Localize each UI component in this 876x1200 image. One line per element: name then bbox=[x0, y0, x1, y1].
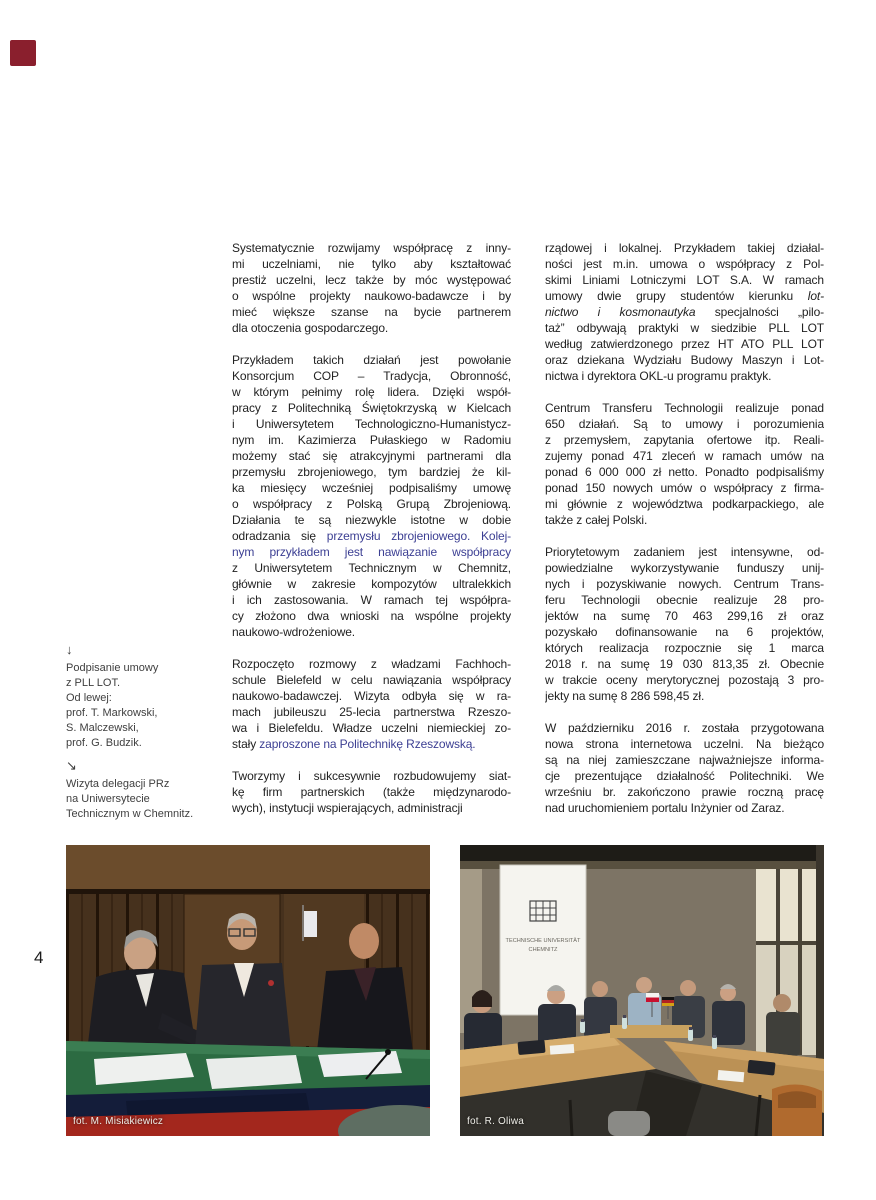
caption-line: Wizyta delegacji PRz bbox=[66, 778, 170, 790]
text-line: mi głównie z województwa podkarpackiego, ale bbox=[545, 497, 824, 511]
paragraph bbox=[232, 240, 511, 336]
text-line: Rozpoczęto rozmowy z władzami Fachhoch- bbox=[232, 657, 511, 671]
caption-lines bbox=[66, 661, 236, 751]
text-line: powiedzialne wykorzystywanie funduszy unij- bbox=[545, 561, 824, 575]
photo-signing-pll-lot bbox=[66, 845, 430, 1136]
caption-line: Technicznym w Chemnitz. bbox=[66, 808, 194, 820]
text-line: ponad 6 000 000 zł netto. Ponadto podpisaliśmy bbox=[545, 465, 824, 479]
text-line: umowy dwie grupy studentów kierunku lot- bbox=[545, 289, 824, 303]
text-line: głównie w zakresie kompozytów ultralekkich bbox=[232, 577, 511, 591]
text-line: nictwa i dyrektora OKL-u programu praktyk. bbox=[545, 369, 772, 383]
text-line: Centrum Transferu Technologii realizuje ponad bbox=[545, 401, 824, 415]
text-line: Przykładem takich działań jest powołanie bbox=[232, 353, 511, 367]
caption-line: Od lewej: bbox=[66, 692, 112, 704]
text-line: nych i pozyskiwanie nowych. Centrum Trans- bbox=[545, 577, 824, 591]
text-line: jekty na sumę 8 286 598,45 zł. bbox=[545, 689, 705, 703]
text-line: o współpracy z Polską Grupą Zbrojeniową. bbox=[232, 497, 511, 511]
paragraph bbox=[232, 768, 511, 816]
text-line: z Uniwersytetem Technicznym w Chemnitz, bbox=[232, 561, 511, 575]
paragraph bbox=[545, 240, 824, 384]
caption-line: prof. T. Markowski, bbox=[66, 707, 158, 719]
text-line: W październiku 2016 r. została przygotowana bbox=[545, 721, 824, 735]
banner-text-line1: TECHNISCHE UNIVERSITÄT bbox=[505, 938, 581, 944]
text-line: feru Technologii obecnie realizuje 28 pro- bbox=[545, 593, 824, 607]
text-line: rządowej i lokalnej. Przykładem takiej działal- bbox=[545, 241, 824, 255]
text-line: pozyskało dofinansowanie na 6 projektów, bbox=[545, 625, 824, 639]
text-line: zujemy ponad 471 zleceń w ramach umów na bbox=[545, 449, 824, 463]
upper-wood-band bbox=[66, 845, 430, 891]
text-line: także z całej Polski. bbox=[545, 513, 648, 527]
corner-accent-square bbox=[10, 40, 36, 66]
text-line: Tworzymy i sukcesywnie rozbudowujemy siat- bbox=[232, 769, 511, 783]
banner-text-line2: CHEMNITZ bbox=[528, 947, 558, 953]
paragraph bbox=[545, 720, 824, 816]
text-line: ności jest m.in. umowa o współpracy z Pol- bbox=[545, 257, 824, 271]
page-number: 4 bbox=[34, 948, 44, 967]
gray-chair bbox=[608, 1111, 650, 1136]
text-line: nad uruchomieniem portalu Inżynier od Zaraz. bbox=[545, 801, 785, 815]
text-line: Działania te są niezwykle istotne w dobie bbox=[232, 513, 511, 527]
text-line: oraz dziekana Wydziału Budowy Maszyn i Lot- bbox=[545, 353, 824, 367]
paragraph bbox=[545, 400, 824, 528]
germany-flag bbox=[662, 997, 674, 1000]
white-flag bbox=[304, 911, 317, 937]
text-line: według zatwierdzonego przez HT ATO PLL LOT bbox=[545, 337, 824, 351]
caption-line: z PLL LOT. bbox=[66, 677, 121, 689]
paragraph bbox=[232, 656, 511, 752]
text-line: naukowo-wdrożeniowe. bbox=[232, 625, 356, 639]
text-line: nowa strona internetowa uczelni. Na bieżąco bbox=[545, 737, 824, 751]
article-column-1 bbox=[232, 240, 511, 832]
text-line: możemy stać się atrakcyjnymi partnerami dla bbox=[232, 449, 511, 463]
photo-chemnitz-meeting bbox=[460, 845, 824, 1136]
text-line: jektów na sumę 70 463 299,16 zł oraz bbox=[545, 609, 824, 623]
photo-right-scene bbox=[460, 845, 824, 1136]
caption-line: S. Malczewski, bbox=[66, 722, 139, 734]
text-line: mieć większe szanse na bycie partnerem bbox=[232, 305, 511, 319]
caption-line: Podpisanie umowy bbox=[66, 662, 159, 674]
text-line: których realizacja rozpocznie się 1 marca bbox=[545, 641, 824, 655]
text-line: mach jubileuszu 25-lecia partnerstwa Rzeszo- bbox=[232, 705, 511, 719]
text-line: prestiż uczelni, lecz także by móc występować bbox=[232, 273, 511, 287]
photo-credit: fot. M. Misiakiewicz bbox=[73, 1116, 164, 1127]
photo-caption-left bbox=[66, 642, 236, 751]
paragraph bbox=[232, 352, 511, 640]
text-line: z przemysłem, zapytania ofertowe itp. Reali- bbox=[545, 433, 824, 447]
down-right-arrow-icon: ↘ bbox=[66, 758, 77, 773]
text-line: przemysłu zbrojeniowego, tym bardziej że kil- bbox=[232, 465, 511, 479]
text-line: pracy z Politechniką Świętokrzyską w Kielcach bbox=[232, 401, 511, 415]
text-line: w trakcie oceny merytorycznej pozostają 3 pro- bbox=[545, 673, 824, 687]
text-line: kę firm partnerskich (także międzynarodo- bbox=[232, 785, 511, 799]
photo-left-scene bbox=[66, 845, 430, 1136]
text-line: naukowo-badawczej. Wizyta odbyła się w ra- bbox=[232, 689, 511, 703]
text-line: i ich zastosowania. W ramach tej współpra- bbox=[232, 593, 511, 607]
text-line: Konsorcjum COP – Tradycja, Obronność, bbox=[232, 369, 511, 383]
text-line: ponad 150 nowych umów o współpracy z firma- bbox=[545, 481, 824, 495]
down-arrow-icon: ↓ bbox=[66, 642, 73, 657]
paragraph bbox=[545, 544, 824, 704]
text-line: nictwo i kosmonautyka specjalności „pilo- bbox=[545, 305, 824, 319]
text-line: skimi Liniami Lotniczymi LOT S.A. W ramach bbox=[545, 273, 824, 287]
text-line: ka miesięcy wcześniej podpisaliśmy umowę bbox=[232, 481, 511, 495]
article-column-2 bbox=[545, 240, 824, 832]
text-line: mi uczelniami, nie tylko aby kształtować bbox=[232, 257, 511, 271]
text-line: 2018 r. na sumę 19 030 813,35 zł. Obecnie bbox=[545, 657, 824, 671]
text-line: dla otoczenia gospodarczego. bbox=[232, 321, 389, 335]
papers bbox=[550, 1044, 575, 1055]
photo-caption-right bbox=[66, 758, 236, 822]
poland-flag bbox=[646, 993, 659, 998]
text-line: o wspólne projekty naukowo-badawcze i by bbox=[232, 289, 511, 303]
caption-lines bbox=[66, 777, 236, 822]
text-line: nym przykładem jest nawiązanie współpracy bbox=[232, 545, 511, 559]
chemnitz-banner bbox=[500, 865, 586, 1015]
text-line: w którym pełnimy rolę lidera. Dzięki współ- bbox=[232, 385, 511, 399]
text-line: wych), instytucji wspierających, administracji bbox=[232, 801, 463, 815]
laptop bbox=[518, 1040, 546, 1055]
text-line: są na niej zamieszczane najważniejsze informa- bbox=[545, 753, 824, 767]
caption-line: na Uniwersytecie bbox=[66, 793, 150, 805]
text-line: taż” odbywają praktyki w siedzibie PLL LOT bbox=[545, 321, 824, 335]
text-line: odradzania się przemysłu zbrojeniowego. Kolej- bbox=[232, 529, 511, 543]
text-line: i Uniwersytetem Technologiczno-Humanistycz- bbox=[232, 417, 511, 431]
caption-line: prof. G. Budzik. bbox=[66, 737, 142, 749]
text-line: wrześniu br. zakończono prawie roczną pracę bbox=[545, 785, 824, 799]
text-line: wa i Bielefeldu. Władze uczelni niemieckiej zo- bbox=[232, 721, 511, 735]
text-line: stały zaproszone na Politechnikę Rzeszowską. bbox=[232, 737, 476, 751]
text-line: cje prezentujące działalność Politechniki. We bbox=[545, 769, 824, 783]
text-line: Systematycznie rozwijamy współpracę z inny- bbox=[232, 241, 511, 255]
text-line: 650 działań. Są to umowy i porozumienia bbox=[545, 417, 824, 431]
text-line: Priorytetowym zadaniem jest intensywne, od- bbox=[545, 545, 824, 559]
text-line: cy złożono dwa wnioski na wspólne projekty bbox=[232, 609, 511, 623]
text-line: nym im. Kazimierza Pułaskiego w Radomiu bbox=[232, 433, 511, 447]
text-line: schule Bielefeld w celu nawiązania współpracy bbox=[232, 673, 511, 687]
photo-credit: fot. R. Oliwa bbox=[467, 1116, 525, 1127]
